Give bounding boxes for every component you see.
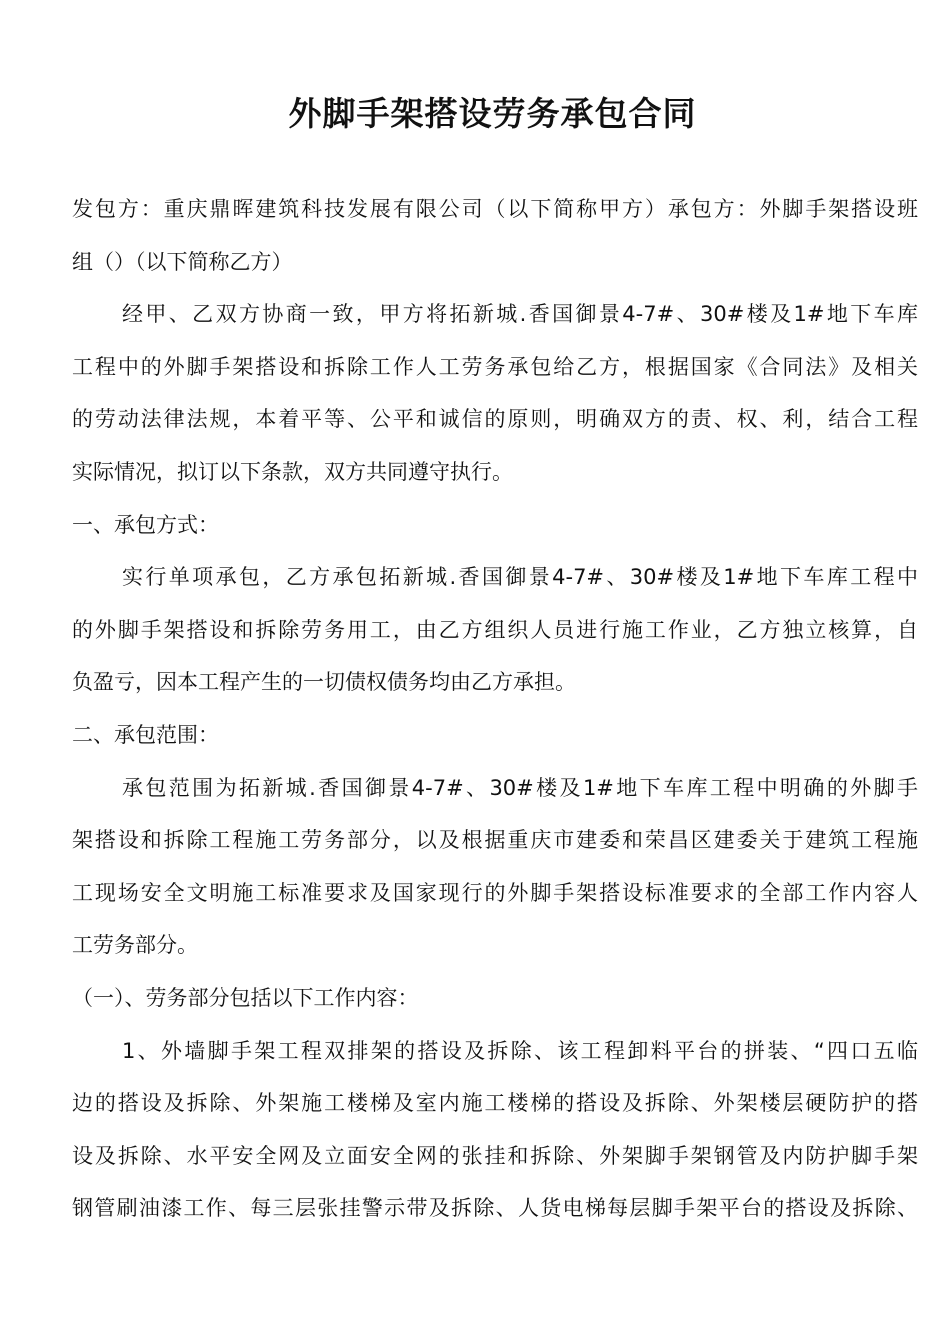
text-line: 工现场安全文明施工标准要求及国家现行的外脚手架搭设标准要求的全部工作内容人 bbox=[72, 880, 918, 905]
text-line: 钢管刷油漆工作、每三层张挂警示带及拆除、人货电梯每层脚手架平台的搭设及拆除、 bbox=[72, 1196, 918, 1221]
section-heading: 二、承包范围： bbox=[72, 722, 219, 747]
text-line: 的劳动法律法规，本着平等、公平和诚信的原则，明确双方的责、权、利，结合工程 bbox=[72, 407, 918, 432]
section-heading: 一、承包方式： bbox=[72, 512, 219, 537]
text-line: 架搭设和拆除工程施工劳务部分，以及根据重庆市建委和荣昌区建委关于建筑工程施 bbox=[72, 828, 918, 853]
text-line: 实际情况，拟订以下条款，双方共同遵守执行。 bbox=[72, 459, 513, 484]
text-line: 负盈亏，因本工程产生的一切债权债务均由乙方承担。 bbox=[72, 670, 576, 695]
document-title: 外脚手架搭设劳务承包合同 bbox=[288, 94, 697, 133]
text-line: 组（）（以下简称乙方） bbox=[72, 249, 293, 274]
text-line: 发包方：重庆鼎晖建筑科技发展有限公司（以下简称甲方）承包方：外脚手架搭设班 bbox=[72, 197, 918, 221]
text-line: 1、外墙脚手架工程双排架的搭设及拆除、该工程卸料平台的拼装、“四口五临 bbox=[122, 1038, 918, 1063]
text-line: 设及拆除、水平安全网及立面安全网的张挂和拆除、外架脚手架钢管及内防护脚手架 bbox=[72, 1143, 918, 1168]
text-line: 工劳务部分。 bbox=[72, 933, 198, 958]
text-line: 实行单项承包，乙方承包拓新城.香国御景4-7#、30#楼及1#地下车库工程中 bbox=[122, 565, 918, 590]
subsection-heading: （一）、劳务部分包括以下工作内容： bbox=[72, 985, 419, 1010]
text-line: 的外脚手架搭设和拆除劳务用工，由乙方组织人员进行施工作业，乙方独立核算，自 bbox=[72, 617, 918, 642]
text-line: 边的搭设及拆除、外架施工楼梯及室内施工楼梯的搭设及拆除、外架楼层硬防护的搭 bbox=[72, 1091, 918, 1116]
text-line: 承包范围为拓新城.香国御景4-7#、30#楼及1#地下车库工程中明确的外脚手 bbox=[122, 775, 918, 800]
text-line: 工程中的外脚手架搭设和拆除工作人工劳务承包给乙方，根据国家《合同法》及相关 bbox=[72, 354, 918, 379]
document-body bbox=[72, 183, 918, 1235]
text-line: 经甲、乙双方协商一致，甲方将拓新城.香国御景4-7#、30#楼及1#地下车库 bbox=[122, 302, 918, 327]
